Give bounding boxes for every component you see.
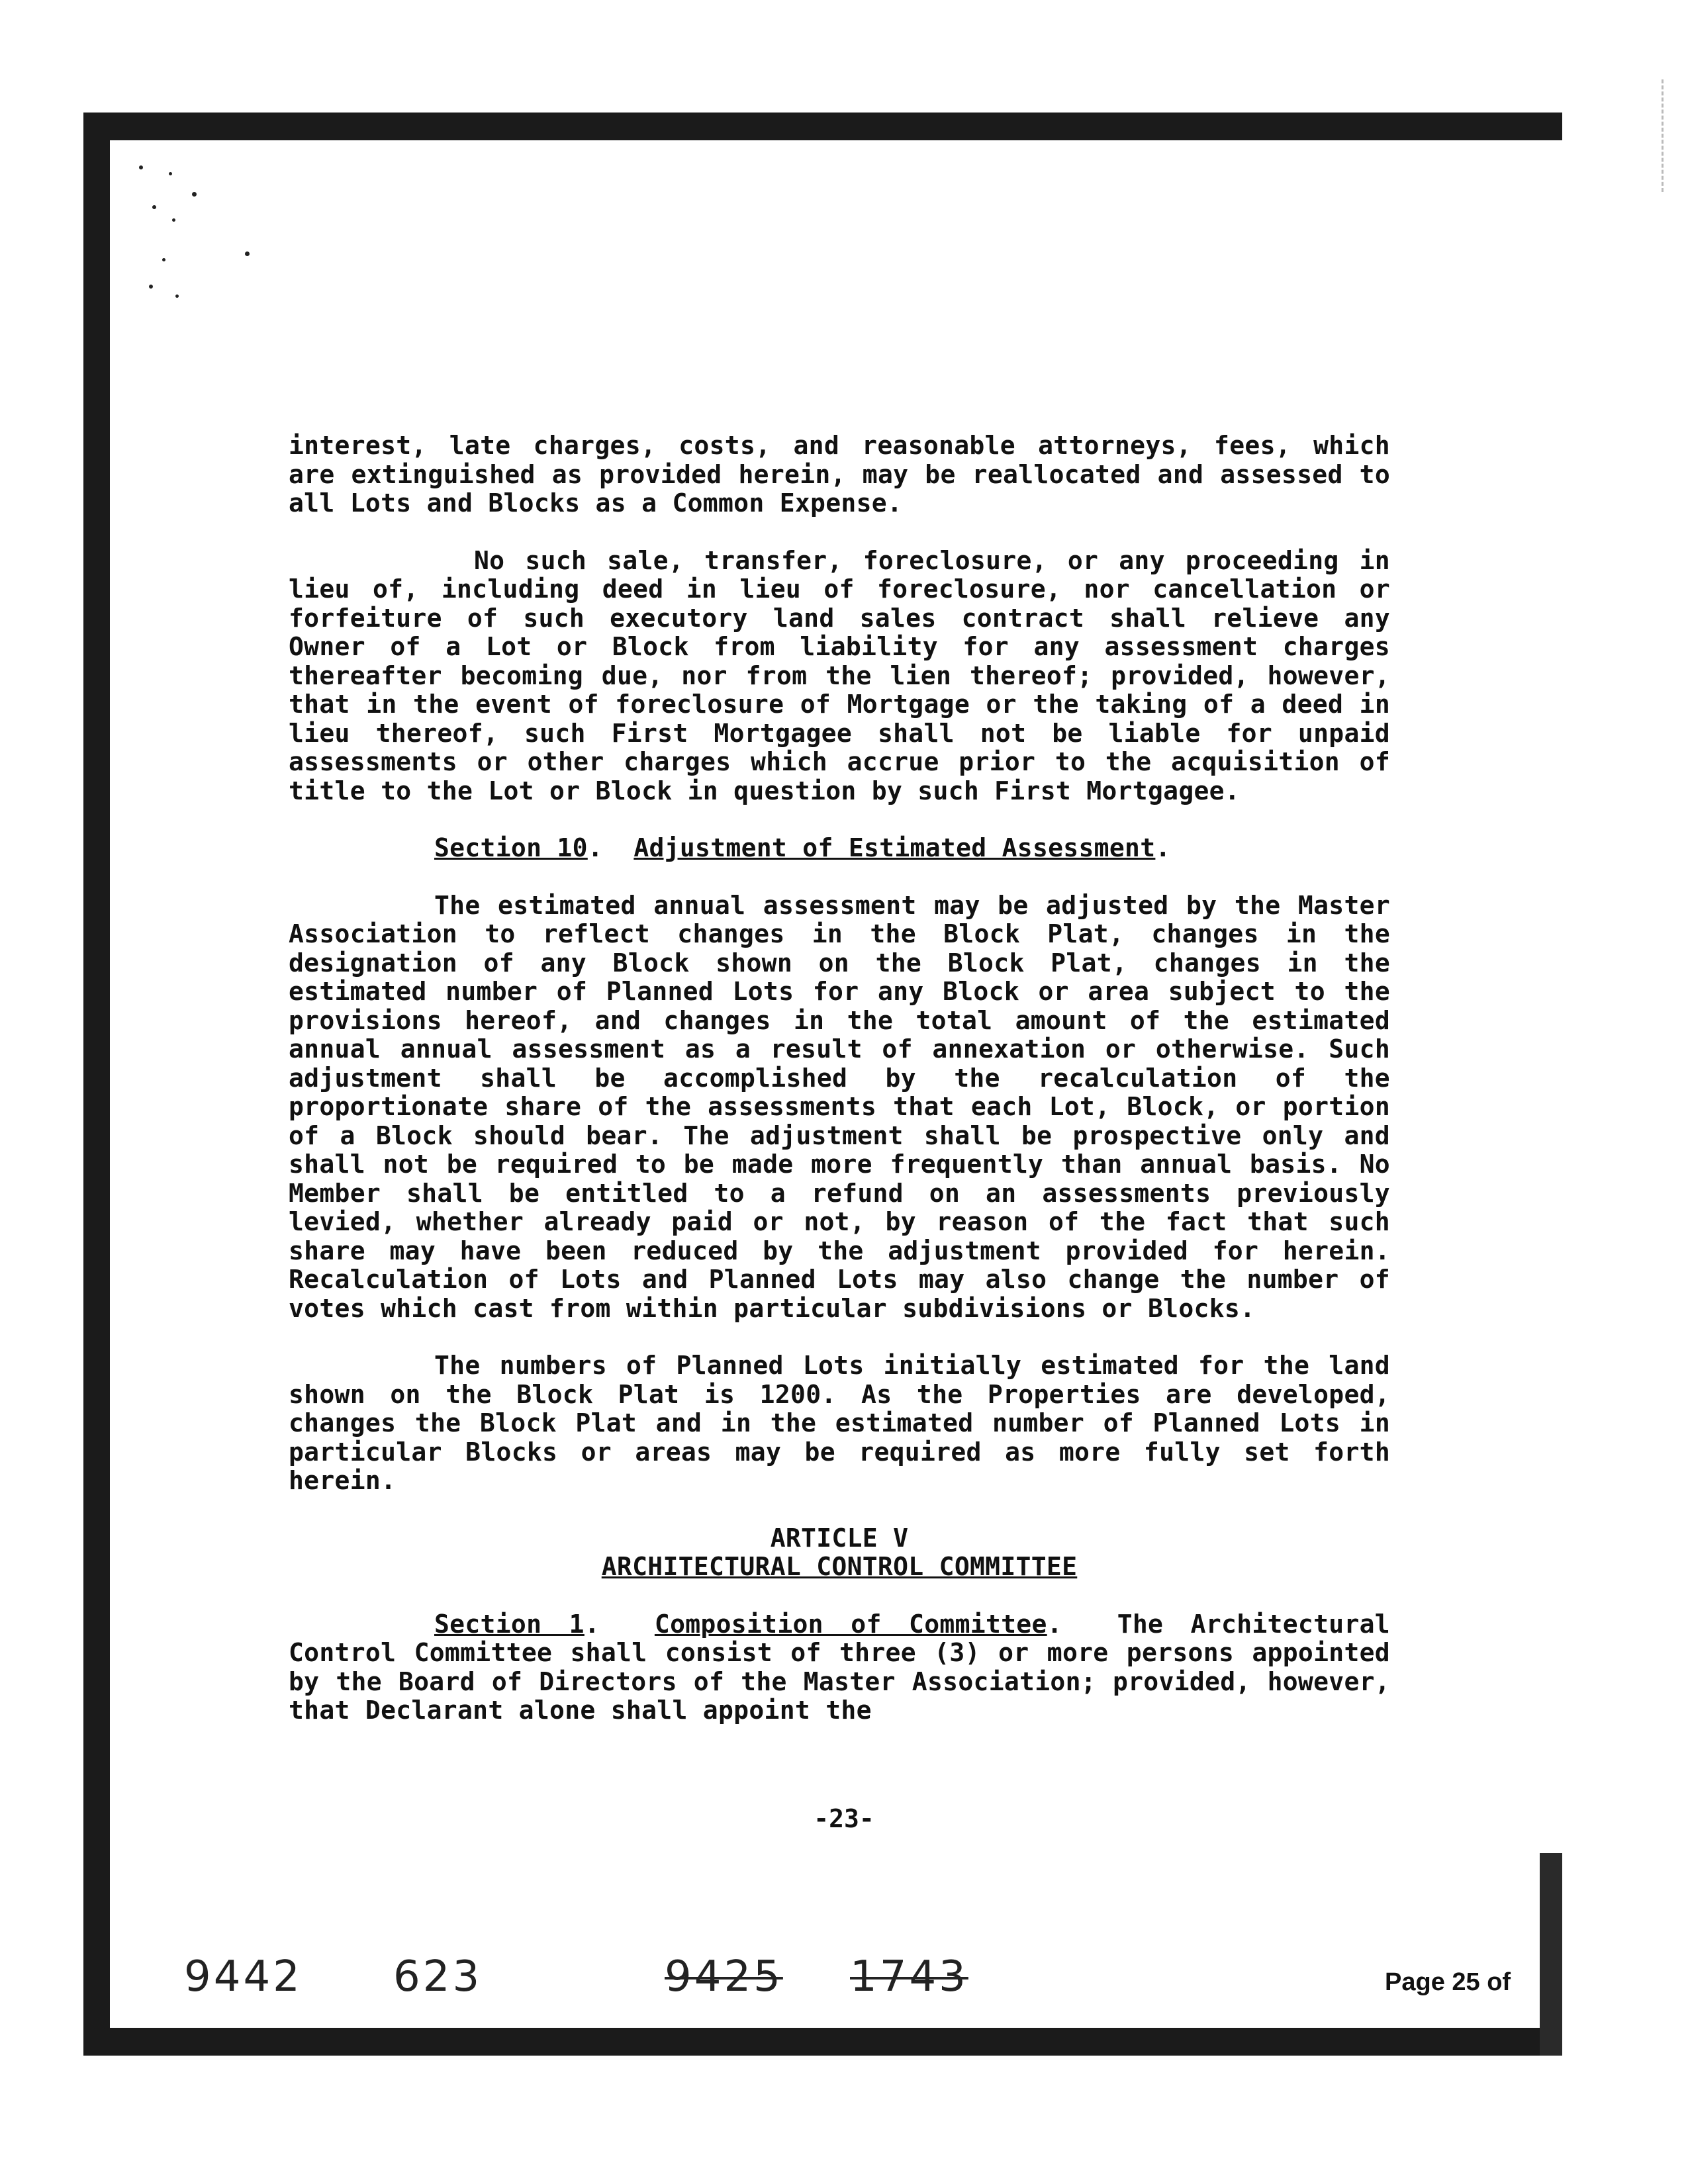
page-reference: 623 (393, 1952, 483, 2001)
struck-page-reference: 1743 (850, 1952, 968, 2001)
paragraph-no-such-sale: No such sale, transfer, foreclosure, or any proceeding in lieu of, including deed in lieu of foreclosure, nor cancellation or forfeiture of such executory land sales contract shall relieve any Owner of a Lot or Block from liability for any assessment charges thereafter becoming due, nor from the lien thereof; provided, however, that in the event of foreclosure of Mortgage or the taking of a deed in lieu thereof, such First Mortgagee shall not be liable for unpaid assessments or other charges which accrue prior to the acquisition of title to the Lot or Block in question by such First Mortgagee. (289, 545, 1390, 805)
article-title: ARCHITECTURAL CONTROL COMMITTEE (601, 1552, 1078, 1581)
paragraph-estimated-annual: The estimated annual assessment may be adjusted by the Master Association to reflect changes in the Block Plat, changes in the designation of any Block shown on the Block Plat, changes in the estimated number of Planned Lots for any Block or area subject to the provisions hereof, and changes in the total amount of the estimated annual annual assessment as a result of annexation or otherwise. Such adjustment shall be accomplished by the recalculation of the proportionate share of the assessments that each Lot, Block, or portion of a Block should bear. The adjustment shall be prospective only and shall not be required to be made more frequently than annual basis. No Member shall be entitled to a refund on an assessments previously levied, whether already paid or not, by reason of the fact that such share may have been reduced by the adjustment provided for herein. Recalculation of Lots and Planned Lots may also change the number of votes which cast from within particular subdivisions or Blocks. (289, 890, 1390, 1323)
paragraph-interest: interest, late charges, costs, and reasonable attorneys, fees, which are extinguished as provided herein, may be reallocated and assessed to all Lots and Blocks as a Common Expense. (289, 431, 1390, 518)
scan-speck (172, 218, 175, 222)
section-1-title: Composition of Committee (654, 1609, 1047, 1639)
section-1-label: Section 1 (434, 1609, 585, 1639)
scan-speck (169, 172, 172, 175)
section-1-paragraph: Section 1. Composition of Committee. The Architectural Control Committee shall consist of three (3) or more persons appointed by the Board of Directors of the Master Association; provided, however, that Declarant alone shall appoint the (289, 1609, 1390, 1725)
scan-speck (149, 285, 153, 289)
section-10-label: Section 10 (434, 833, 588, 862)
scan-border-left (83, 113, 110, 2056)
edge-marks (1662, 79, 1667, 192)
page-number: -23- (814, 1804, 874, 1833)
scan-speck (152, 205, 156, 209)
page-of-label: Page 25 of (1385, 1968, 1511, 1996)
scan-border-top (83, 113, 1562, 140)
scan-speck (175, 295, 179, 298)
paragraph-planned-lots: The numbers of Planned Lots initially estimated for the land shown on the Block Plat is 1200. As the Properties are developed, changes the Block Plat and in the estimated number of Planned Lots in particular Blocks or areas may be required as more fully set forth herein. (289, 1351, 1390, 1495)
scan-border-bottom (83, 2028, 1562, 2056)
scan-border-right (1540, 1853, 1562, 2056)
article-number: ARTICLE V (770, 1523, 909, 1553)
document-body (289, 432, 1390, 1754)
scan-speck (245, 251, 250, 256)
book-number: 9442 (184, 1952, 303, 2001)
scan-speck (139, 165, 143, 169)
section-10-title: Adjustment of Estimated Assessment (633, 833, 1156, 862)
scan-speck (162, 258, 165, 261)
section-1-text: The Architectural Control Committee shall consist of three (3) or more persons appointed by the Board of Directors of the Master Association; provided, however, that Declarant alone shall appoint the (289, 1609, 1390, 1725)
scan-speck (192, 192, 197, 197)
struck-book-number: 9425 (665, 1952, 783, 2001)
section-10-heading: Section 10. Adjustment of Estimated Assessment. (434, 833, 1171, 862)
